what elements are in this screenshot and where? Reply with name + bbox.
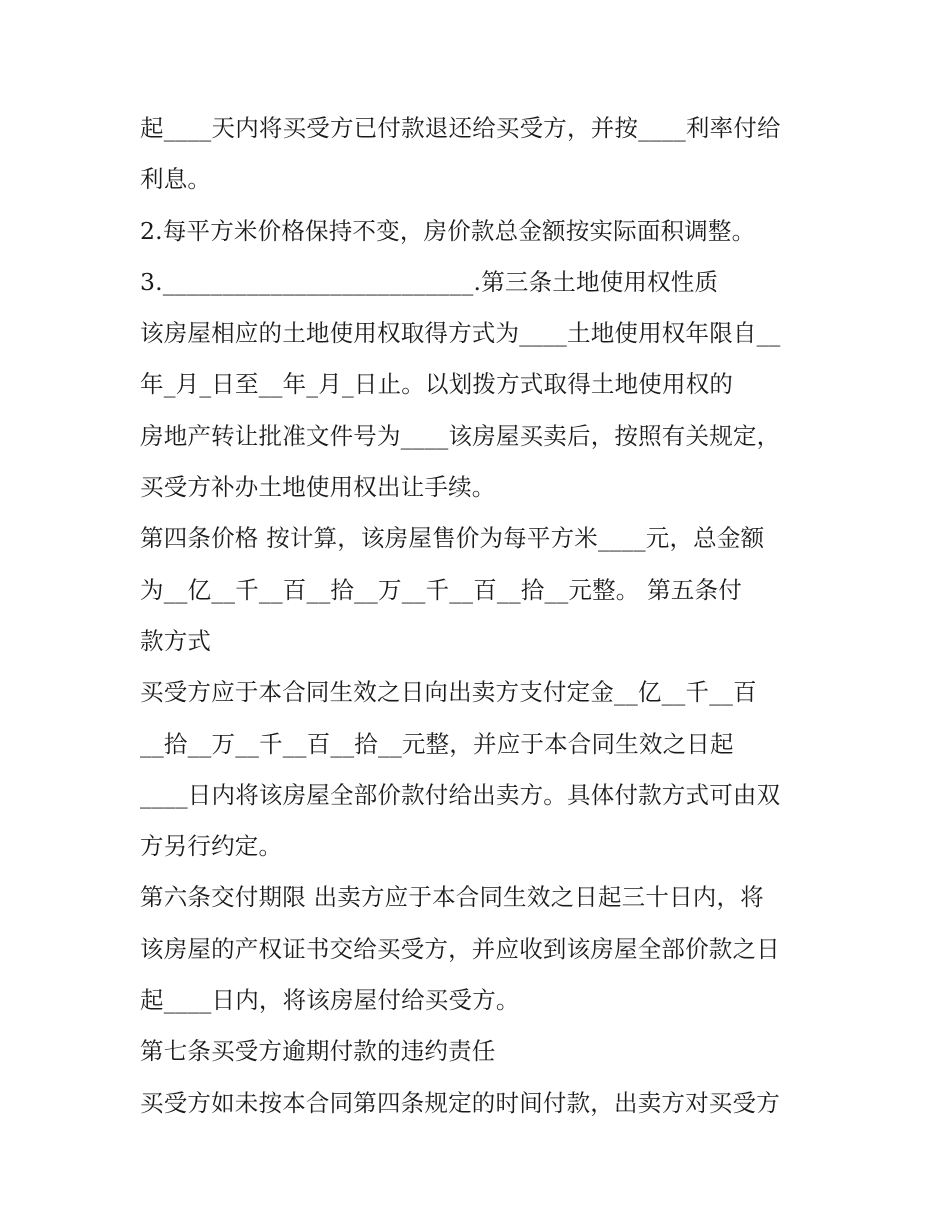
text-line-3: 2.每平方米价格保持不变，房价款总金额按实际面积调整。 [140,216,756,245]
text-line-11: 款方式 [140,626,212,655]
text-line-12: 买受方应于本合同生效之日向出卖方支付定金__亿__千__百 [140,678,757,707]
text-line-15: 方另行约定。 [140,832,283,861]
text-line-19: 第七条买受方逾期付款的违约责任 [140,1037,496,1066]
text-line-2: 利息。 [140,165,212,194]
text-line-14: ____日内将该房屋全部价款付给出卖方。具体付款方式可由双 [140,780,781,809]
text-line-16: 第六条交付期限 出卖方应于本合同生效之日起三十日内，将 [140,883,764,912]
text-line-7: 房地产转让批准文件号为____该房屋买卖后，按照有关规定， [140,421,781,450]
text-line-13: __拾__万__千__百__拾__元整，并应于本合同生效之日起 [140,729,734,758]
text-line-5: 该房屋相应的土地使用权取得方式为____土地使用权年限自__ [140,319,781,348]
text-line-8: 买受方补办土地使用权出让手续。 [140,473,496,502]
text-line-1: 起____天内将买受方已付款退还给买受方，并按____利率付给 [140,114,781,142]
text-line-10: 为__亿__千__百__拾__万__千__百__拾__元整。 第五条付 [140,575,742,604]
text-line-4: 3.__________________________.第三条土地使用权性质 [140,267,719,296]
text-line-9: 第四条价格 按计算，该房屋售价为每平方米____元，总金额 [140,524,765,553]
text-line-18: 起____日内，将该房屋付给买受方。 [140,986,520,1015]
text-line-6: 年_月_日至__年_月_日止。以划拨方式取得土地使用权的 [140,370,734,399]
text-line-20: 买受方如未按本合同第四条规定的时间付款，出卖方对买受方 [140,1088,780,1117]
text-line-17: 该房屋的产权证书交给买受方，并应收到该房屋全部价款之日 [140,934,780,963]
document-page [140,103,820,1129]
